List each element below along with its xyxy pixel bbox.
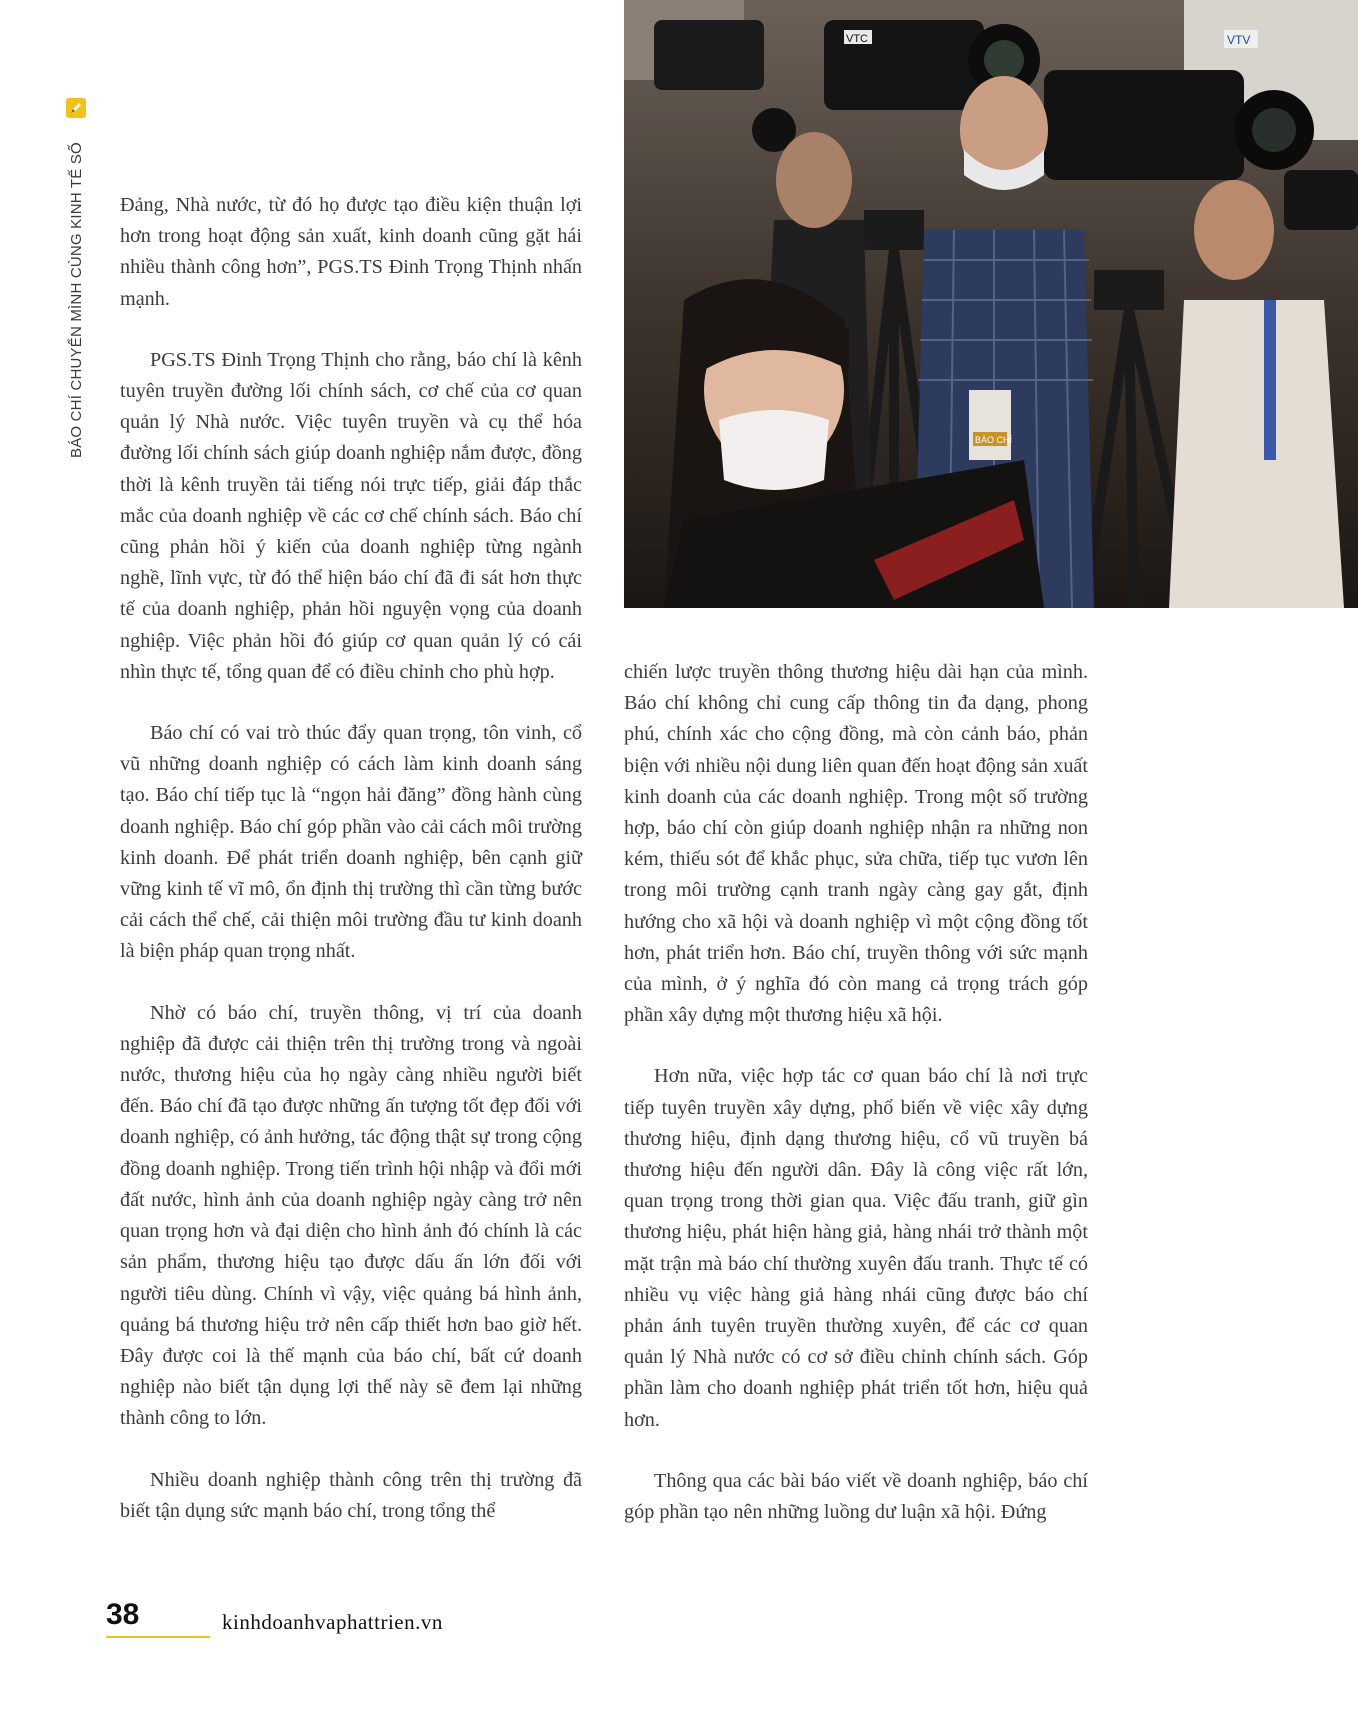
paragraph: Đảng, Nhà nước, từ đó họ được tạo điều kiện thuận lợi hơn trong hoạt động sản xuất, kinh doanh cũng gặt hái nhiều thành công hơn”, PGS.TS Đinh Trọng Thịnh nhấn mạnh. (120, 194, 582, 310)
camera-logo-vtv: VTV (1227, 33, 1251, 47)
right-text-column (624, 657, 1088, 1558)
paragraph: Báo chí có vai trò thúc đẩy quan trọng, tôn vinh, cổ vũ những doanh nghiệp có cách làm kinh doanh sáng tạo. Báo chí tiếp tục là “ngọn hải đăng” đồng hành cùng doanh nghiệp. Báo chí góp phần vào cải cách môi trường kinh doanh. Để phát triển doanh nghiệp, bên cạnh giữ vững kinh tế vĩ mô, ổn định thị trường thì cần từng bước cải cách thể chế, cải thiện môi trường đầu tư kinh doanh là biện pháp quan trọng nhất. (120, 722, 582, 963)
press-cameras-illustration (624, 0, 1358, 608)
camera-logo-vtc: VTC (846, 33, 868, 45)
paragraph: PGS.TS Đinh Trọng Thịnh cho rằng, báo chí là kênh tuyên truyền đường lối chính sách, cơ chế của cơ quan quản lý Nhà nước. Việc tuyên truyền và cụ thể hóa đường lối chính sách giúp doanh nghiệp nắm được, đồng thời là kênh truyền tải tiếng nói trực tiếp, giải đáp thắc mắc của doanh nghiệp về các cơ chế chính sách. Báo chí cũng phản hồi ý kiến của doanh nghiệp từng ngành nghề, lĩnh vực, từ đó thể hiện báo chí đã đi sát hơn thực tế của doanh nghiệp, phản hồi nguyện vọng của doanh nghiệp. Việc phản hồi đó giúp cơ quan quản lý có cái nhìn thực tế, tổng quan để có điều chỉnh cho phù hợp. (120, 348, 582, 683)
article-photo (624, 0, 1358, 608)
press-badge-text: BÁO CHÍ (975, 435, 1013, 445)
paragraph: Nhờ có báo chí, truyền thông, vị trí của doanh nghiệp đã được cải thiện trên thị trường trong và ngoài nước, thương hiệu của họ ngày càng nhiều người biết đến. Báo chí đã tạo được những ấn tượng tốt đẹp đối với doanh nghiệp, có ảnh hưởng, tác động thật sự trong cộng đồng doanh nghiệp. Trong tiến trình hội nhập và đổi mới đất nước, hình ảnh của doanh nghiệp ngày càng trở nên quan trọng hơn và đại diện cho hình ảnh đó chính là các sản phẩm, thương hiệu tạo được dấu ấn lớn đối với người tiêu dùng. Chính vì vậy, việc quảng bá hình ảnh, quảng bá thương hiệu trở nên cấp thiết hơn bao giờ hết. Đây được coi là thế mạnh của báo chí, bất cứ doanh nghiệp nào biết tận dụng lợi thế này sẽ đem lại những thành công to lớn. (120, 1001, 582, 1430)
section-logo-icon (66, 98, 86, 118)
left-text-column (120, 190, 582, 1557)
paragraph: chiến lược truyền thông thương hiệu dài hạn của mình. Báo chí không chỉ cung cấp thông tin đa dạng, phong phú, chính xác cho cộng đồng, mà còn cảnh báo, phản biện với nhiều nội dung liên quan đến hoạt động sản xuất kinh doanh của các doanh nghiệp. Trong một số trường hợp, báo chí còn giúp doanh nghiệp nhận ra những non kém, thiếu sót để khắc phục, sửa chữa, tiếp tục vươn lên trong môi trường cạnh tranh ngày càng gay gắt, định hướng cho xã hội và doanh nghiệp vì một cộng đồng tốt hơn, phát triển hơn. Báo chí, truyền thông với sức mạnh của mình, ở ý nghĩa đó còn mang cả trọng trách góp phần xây dựng một thương hiệu xã hội. (624, 661, 1088, 1027)
paragraph: Thông qua các bài báo viết về doanh nghiệp, báo chí góp phần tạo nên những luồng dư luận xã hội. Đứng (624, 1469, 1088, 1524)
footer-divider (106, 1636, 210, 1638)
section-title: BÁO CHÍ CHUYỂN MÌNH CÙNG KINH TẾ SỐ (68, 142, 85, 458)
paragraph: Nhiều doanh nghiệp thành công trên thị trường đã biết tận dụng sức mạnh báo chí, trong tổng thể (120, 1468, 582, 1522)
section-side-label (66, 98, 86, 458)
page-number: 38 (106, 1598, 140, 1631)
footer-website: kinhdoanhvaphattrien.vn (222, 1610, 443, 1634)
paragraph: Hơn nữa, việc hợp tác cơ quan báo chí là nơi trực tiếp tuyên truyền xây dựng, phổ biến về việc xây dựng thương hiệu, định dạng thương hiệu, cổ vũ truyền bá thương hiệu đến người dân. Đây là công việc rất lớn, quan trọng trong thời gian qua. Việc đấu tranh, giữ gìn thương hiệu, phát hiện hàng giả, hàng nhái trở thành một mặt trận mà báo chí thường xuyên đấu tranh. Thực tế có nhiều vụ việc hàng giả hàng nhái cũng được báo chí phản ánh tuyên truyền thường xuyên, để các cơ quan quản lý Nhà nước có cơ sở điều chỉnh chính sách. Góp phần làm cho doanh nghiệp phát triển tốt hơn, hiệu quả hơn. (624, 1065, 1088, 1431)
